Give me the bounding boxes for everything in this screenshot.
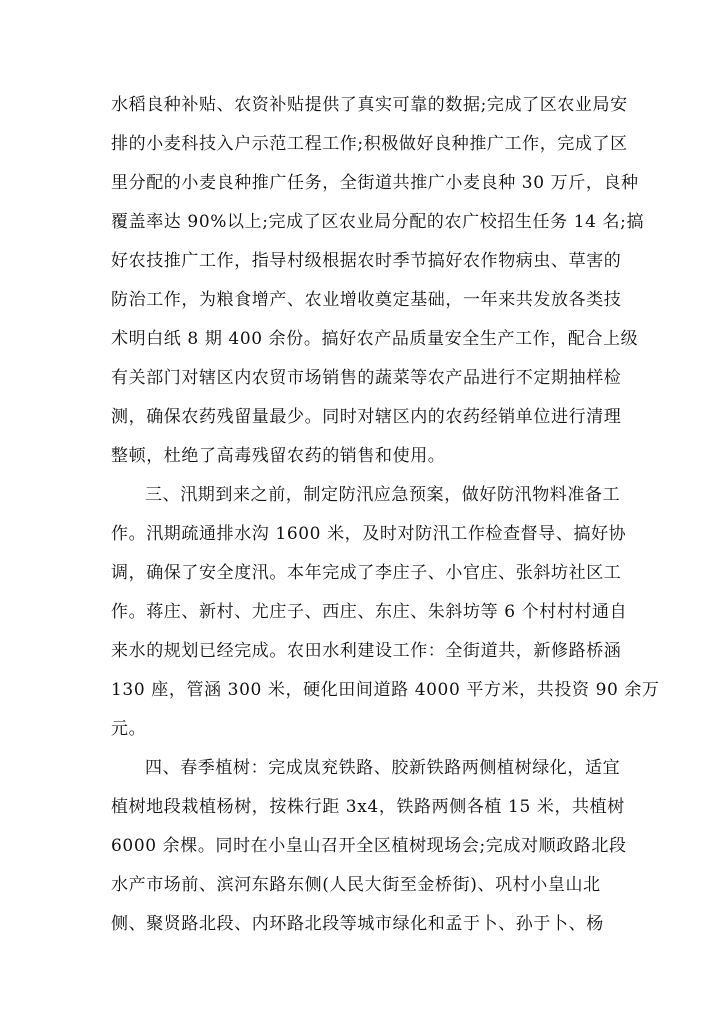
text-line-12: 作。汛期疏通排水沟 1600 米，及时对防汛工作检查督导、搞好协: [111, 524, 627, 544]
text-line-13: 调，确保了安全度汛。本年完成了李庄子、小官庄、张斜坊社区工: [111, 563, 622, 583]
paragraph-4-line-1: 四、春季植树：完成岚兖铁路、胶新铁路两侧植树绿化，适宜: [145, 758, 621, 778]
text-line-21: 水产市场前、滨河东路东侧(人民大街至金桥街)、巩村小皇山北: [111, 875, 601, 895]
text-line-20: 6000 余棵。同时在小皇山召开全区植树现场会;完成对顺政路北段: [111, 836, 627, 856]
text-line-16: 130 座，管涵 300 米，硬化田间道路 4000 平方米，共投资 90 余万: [111, 680, 660, 700]
text-line-22: 侧、聚贤路北段、内环路北段等城市绿化和孟于卜、孙于卜、杨: [111, 914, 604, 934]
text-line-7: 术明白纸 8 期 400 余份。搞好农产品质量安全生产工作，配合上级: [111, 329, 639, 349]
text-line-1: 水稻良种补贴、农资补贴提供了真实可靠的数据;完成了区农业局安: [111, 95, 628, 115]
text-line-17: 元。: [111, 719, 147, 739]
text-line-3: 里分配的小麦良种推广任务，全街道共推广小麦良种 30 万斤，良种: [111, 173, 639, 193]
text-line-15: 来水的规划已经完成。农田水利建设工作：全街道共，新修路桥涵: [111, 641, 622, 661]
text-line-14: 作。蒋庄、新村、尤庄子、西庄、东庄、朱斜坊等 6 个村村村通自: [111, 602, 628, 622]
text-line-9: 测，确保农药残留量最少。同时对辖区内的农药经销单位进行清理: [111, 407, 622, 427]
text-line-2: 排的小麦科技入户示范工程工作;积极做好良种推广工作，完成了区: [111, 134, 628, 154]
text-line-4: 覆盖率达 90%以上;完成了区农业局分配的农广校招生任务 14 名;搞: [111, 212, 645, 232]
text-line-5: 好农技推广工作，指导村级根据农时季节搞好农作物病虫、草害的: [111, 251, 622, 271]
text-line-8: 有关部门对辖区内农贸市场销售的蔬菜等农产品进行不定期抽样检: [111, 368, 622, 388]
text-line-10: 整顿，杜绝了高毒残留农药的销售和使用。: [111, 446, 446, 466]
paragraph-3-line-1: 三、汛期到来之前，制定防汛应急预案，做好防汛物料准备工: [145, 485, 621, 505]
text-line-19: 植树地段栽植杨树，按株行距 3x4，铁路两侧各植 15 米，共植树: [111, 797, 625, 817]
text-line-6: 防治工作，为粮食增产、农业增收奠定基础，一年来共发放各类技: [111, 290, 622, 310]
